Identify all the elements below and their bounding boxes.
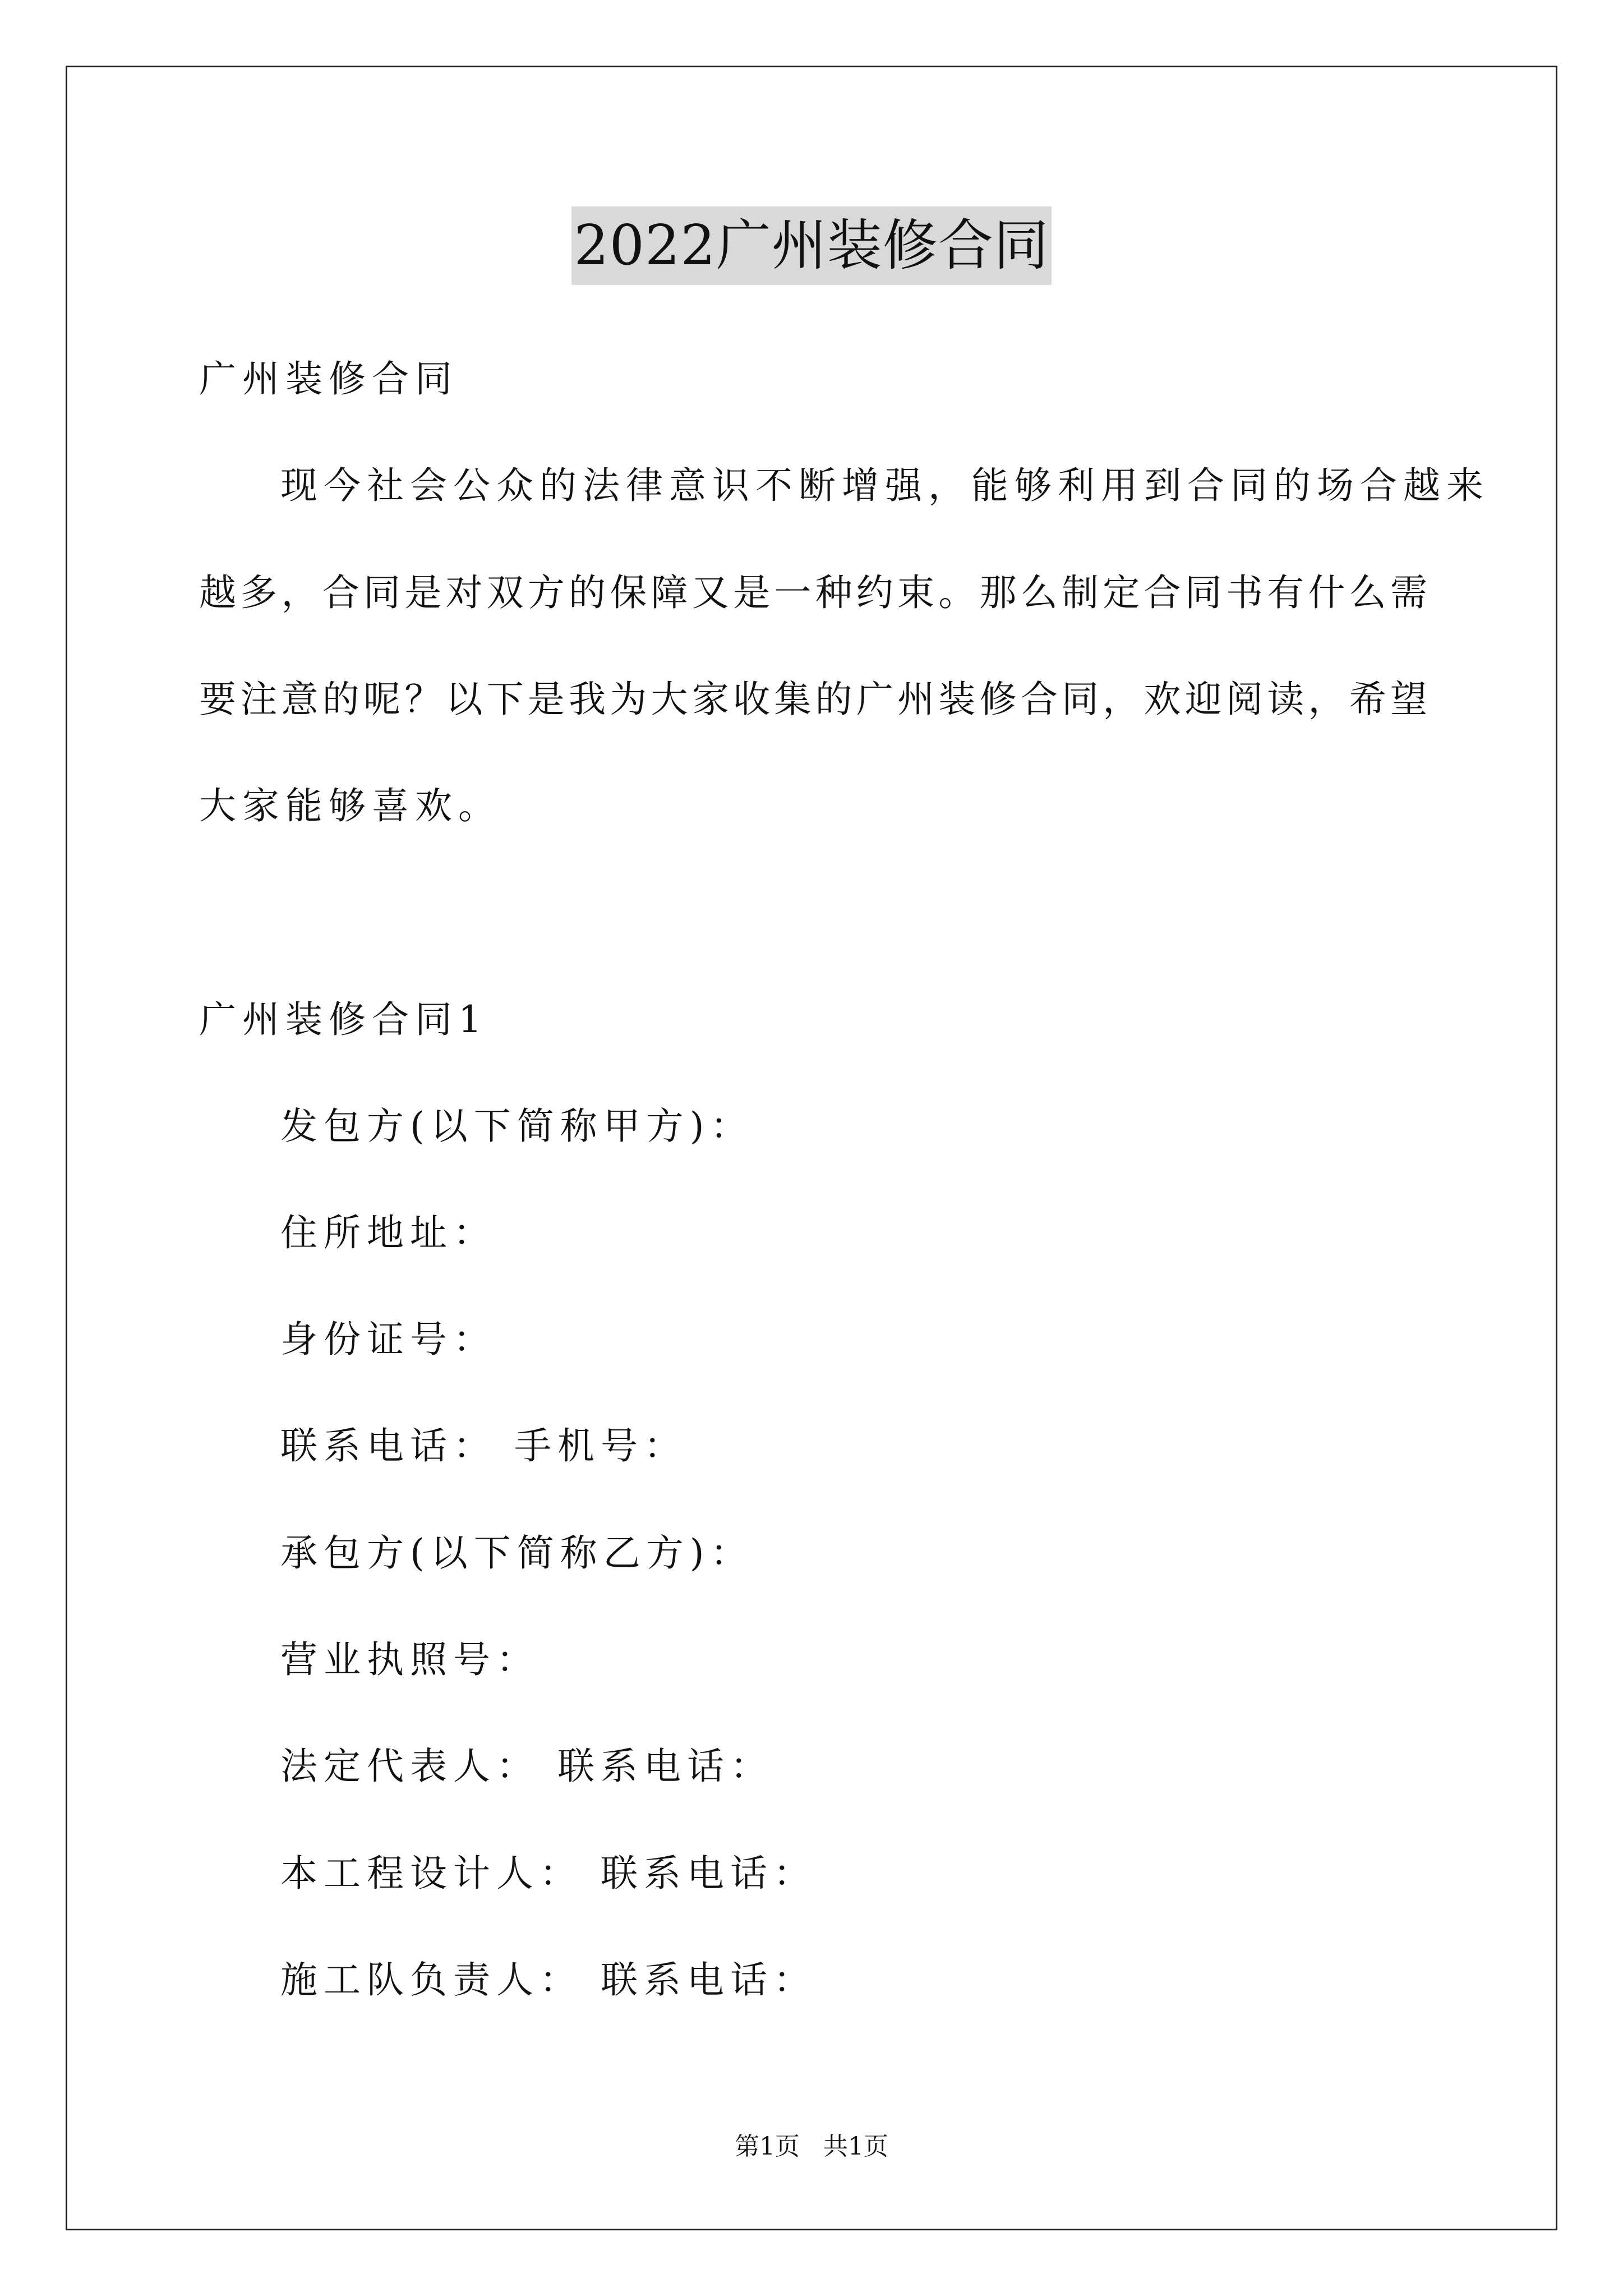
section-heading: 广州装修合同1 [199, 998, 488, 1041]
intro-line-1: 现今社会公众的法律意识不断增强，能够利用到合同的场合越来 [280, 464, 1490, 507]
document-title: 2022广州装修合同 [571, 206, 1051, 285]
intro-line-2: 越多，合同是对双方的保障又是一种约束。那么制定合同书有什么需 [199, 571, 1427, 614]
document-subtitle: 广州装修合同 [199, 357, 458, 401]
page-number-total: 共1页 [823, 2132, 888, 2161]
field-party-b: 承包方(以下简称乙方)： [280, 1531, 754, 1575]
page-footer [0, 2130, 1623, 2164]
field-construction-lead: 施工队负责人： 联系电话： [280, 1958, 817, 2001]
field-party-a: 发包方(以下简称甲方)： [280, 1105, 754, 1148]
field-phone-mobile: 联系电话： 手机号： [280, 1424, 687, 1467]
field-business-license: 营业执照号： [280, 1638, 540, 1681]
page-number-current: 第1页 [735, 2132, 800, 2161]
intro-line-4: 大家能够喜欢。 [199, 784, 501, 827]
intro-line-3: 要注意的呢？以下是我为大家收集的广州装修合同，欢迎阅读，希望 [199, 678, 1427, 721]
field-address: 住所地址： [280, 1211, 496, 1254]
document-title-container [0, 206, 1623, 285]
field-designer: 本工程设计人： 联系电话： [280, 1852, 817, 1895]
field-id-number: 身份证号： [280, 1318, 496, 1361]
field-legal-representative: 法定代表人： 联系电话： [280, 1745, 773, 1788]
